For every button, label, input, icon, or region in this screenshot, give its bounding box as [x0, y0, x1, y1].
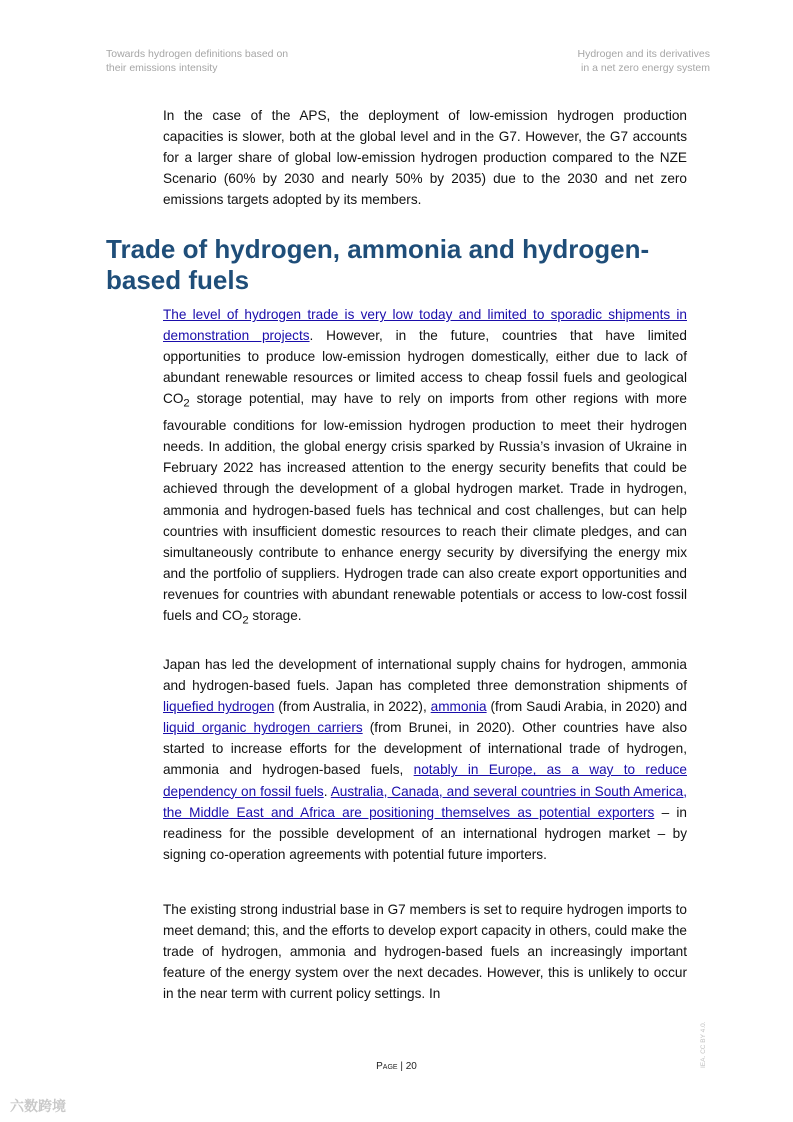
- section-heading: [106, 234, 706, 296]
- page-separator: |: [397, 1061, 406, 1072]
- paragraph-japan-text6: – in readiness for the possible development of an international hydrogen market – by signing co-operation agreements with potential future importers.: [163, 804, 687, 862]
- link-potential-exporters[interactable]: Australia, Canada, and several countries in South America, the Middle East and Africa are positioning themselves as potential exporters: [163, 783, 687, 820]
- paragraph-trade-text1: . However, in the future, countries that have limited opportunities to produce low-emission hydrogen domestically, either due to lack of abundant renewable resources or limited access to cheap fossil fuels and geological CO: [163, 328, 687, 407]
- paragraph-trade: [163, 304, 687, 632]
- co2-subscript: 2: [183, 398, 190, 411]
- paragraph-g7-imports: The existing strong industrial base in G7 members is set to require hydrogen imports to meet demand; this, and the efforts to develop export capacity in others, could make the trade of hydrogen, ammonia and hydrogen-based fuels an increasingly important feature of the energy system over the next decades. However, this is unlikely to occur in the near term with current policy settings. In: [163, 902, 687, 1002]
- watermark-logo: [10, 1096, 66, 1116]
- paragraph-trade-text3: storage.: [248, 608, 302, 624]
- paragraph-japan-text1: Japan has led the development of international supply chains for hydrogen, ammonia and hydrogen-based fuels. Japan has completed three demonstration shipments of: [163, 657, 687, 694]
- link-hydrogen-trade-level[interactable]: The level of hydrogen trade is very low today and limited to sporadic shipments in demonstration projects: [163, 307, 687, 344]
- page-footer: [0, 1061, 793, 1072]
- page-number: 20: [405, 1061, 417, 1072]
- running-header-left: [106, 47, 288, 75]
- watermark-text: 六数跨境: [10, 1098, 66, 1114]
- header-right-line2: in a net zero energy system: [581, 62, 710, 74]
- paragraph-japan-text5: .: [323, 783, 331, 799]
- copyright-side-mark: IEA. CC BY 4.0.: [700, 1021, 707, 1068]
- header-left-line2: their emissions intensity: [106, 62, 218, 74]
- header-left-line1: Towards hydrogen definitions based on: [106, 48, 289, 60]
- section-heading-line1: Trade of hydrogen, ammonia and hydrogen-: [106, 234, 650, 264]
- paragraph-japan-text3: (from Saudi Arabia, in 2020) and: [486, 699, 687, 715]
- paragraph-japan-text4: (from Brunei, in 2020). Other countries have also started to increase efforts for the development of international trade of hydrogen, ammonia and hydrogen-based fuels,: [163, 720, 687, 778]
- link-ammonia[interactable]: ammonia: [430, 699, 487, 715]
- link-liquefied-hydrogen[interactable]: liquefied hydrogen: [163, 699, 275, 715]
- co2-subscript: 2: [242, 614, 249, 627]
- link-europe-fossil-dependency[interactable]: notably in Europe, as a way to reduce dependency on fossil fuels: [163, 762, 687, 799]
- page-label: Page: [376, 1061, 398, 1072]
- paragraph-japan: [163, 654, 687, 865]
- paragraph-japan-text2: (from Australia, in 2022),: [274, 699, 431, 715]
- paragraph-trade-text2: storage potential, may have to rely on imports from other regions with more favourable conditions for low-emission hydrogen production to meet their hydrogen needs. In addition, the global energy crisis sparked by Russia’s invasion of Ukraine in February 2022 has increased attention to the energy security benefits that could be achieved through the development of a global hydrogen market. Trade in hydrogen, ammonia and hydrogen-based fuels has technical and cost challenges, but can help countries with insufficient domestic resources to reach their climate pledges, and can simultaneously contribute to enhance energy security by diversifying the energy mix and the portfolio of suppliers. Hydrogen trade can also create export opportunities and revenues for countries with abundant renewable potentials or access to low-cost fossil fuels and CO: [163, 391, 687, 624]
- running-header-right: [578, 47, 711, 75]
- link-liquid-organic-hydrogen-carriers[interactable]: liquid organic hydrogen carriers: [163, 720, 363, 736]
- paragraph-aps: In the case of the APS, the deployment of low-emission hydrogen production capacities is slower, both at the global level and in the G7. However, the G7 accounts for a larger share of global low-emission hydrogen production compared to the NZE Scenario (60% by 2030 and nearly 50% by 2035) due to the 2030 and net zero emissions targets adopted by its members.: [163, 108, 687, 208]
- section-heading-line2: based fuels: [106, 265, 250, 295]
- header-right-line1: Hydrogen and its derivatives: [577, 48, 710, 60]
